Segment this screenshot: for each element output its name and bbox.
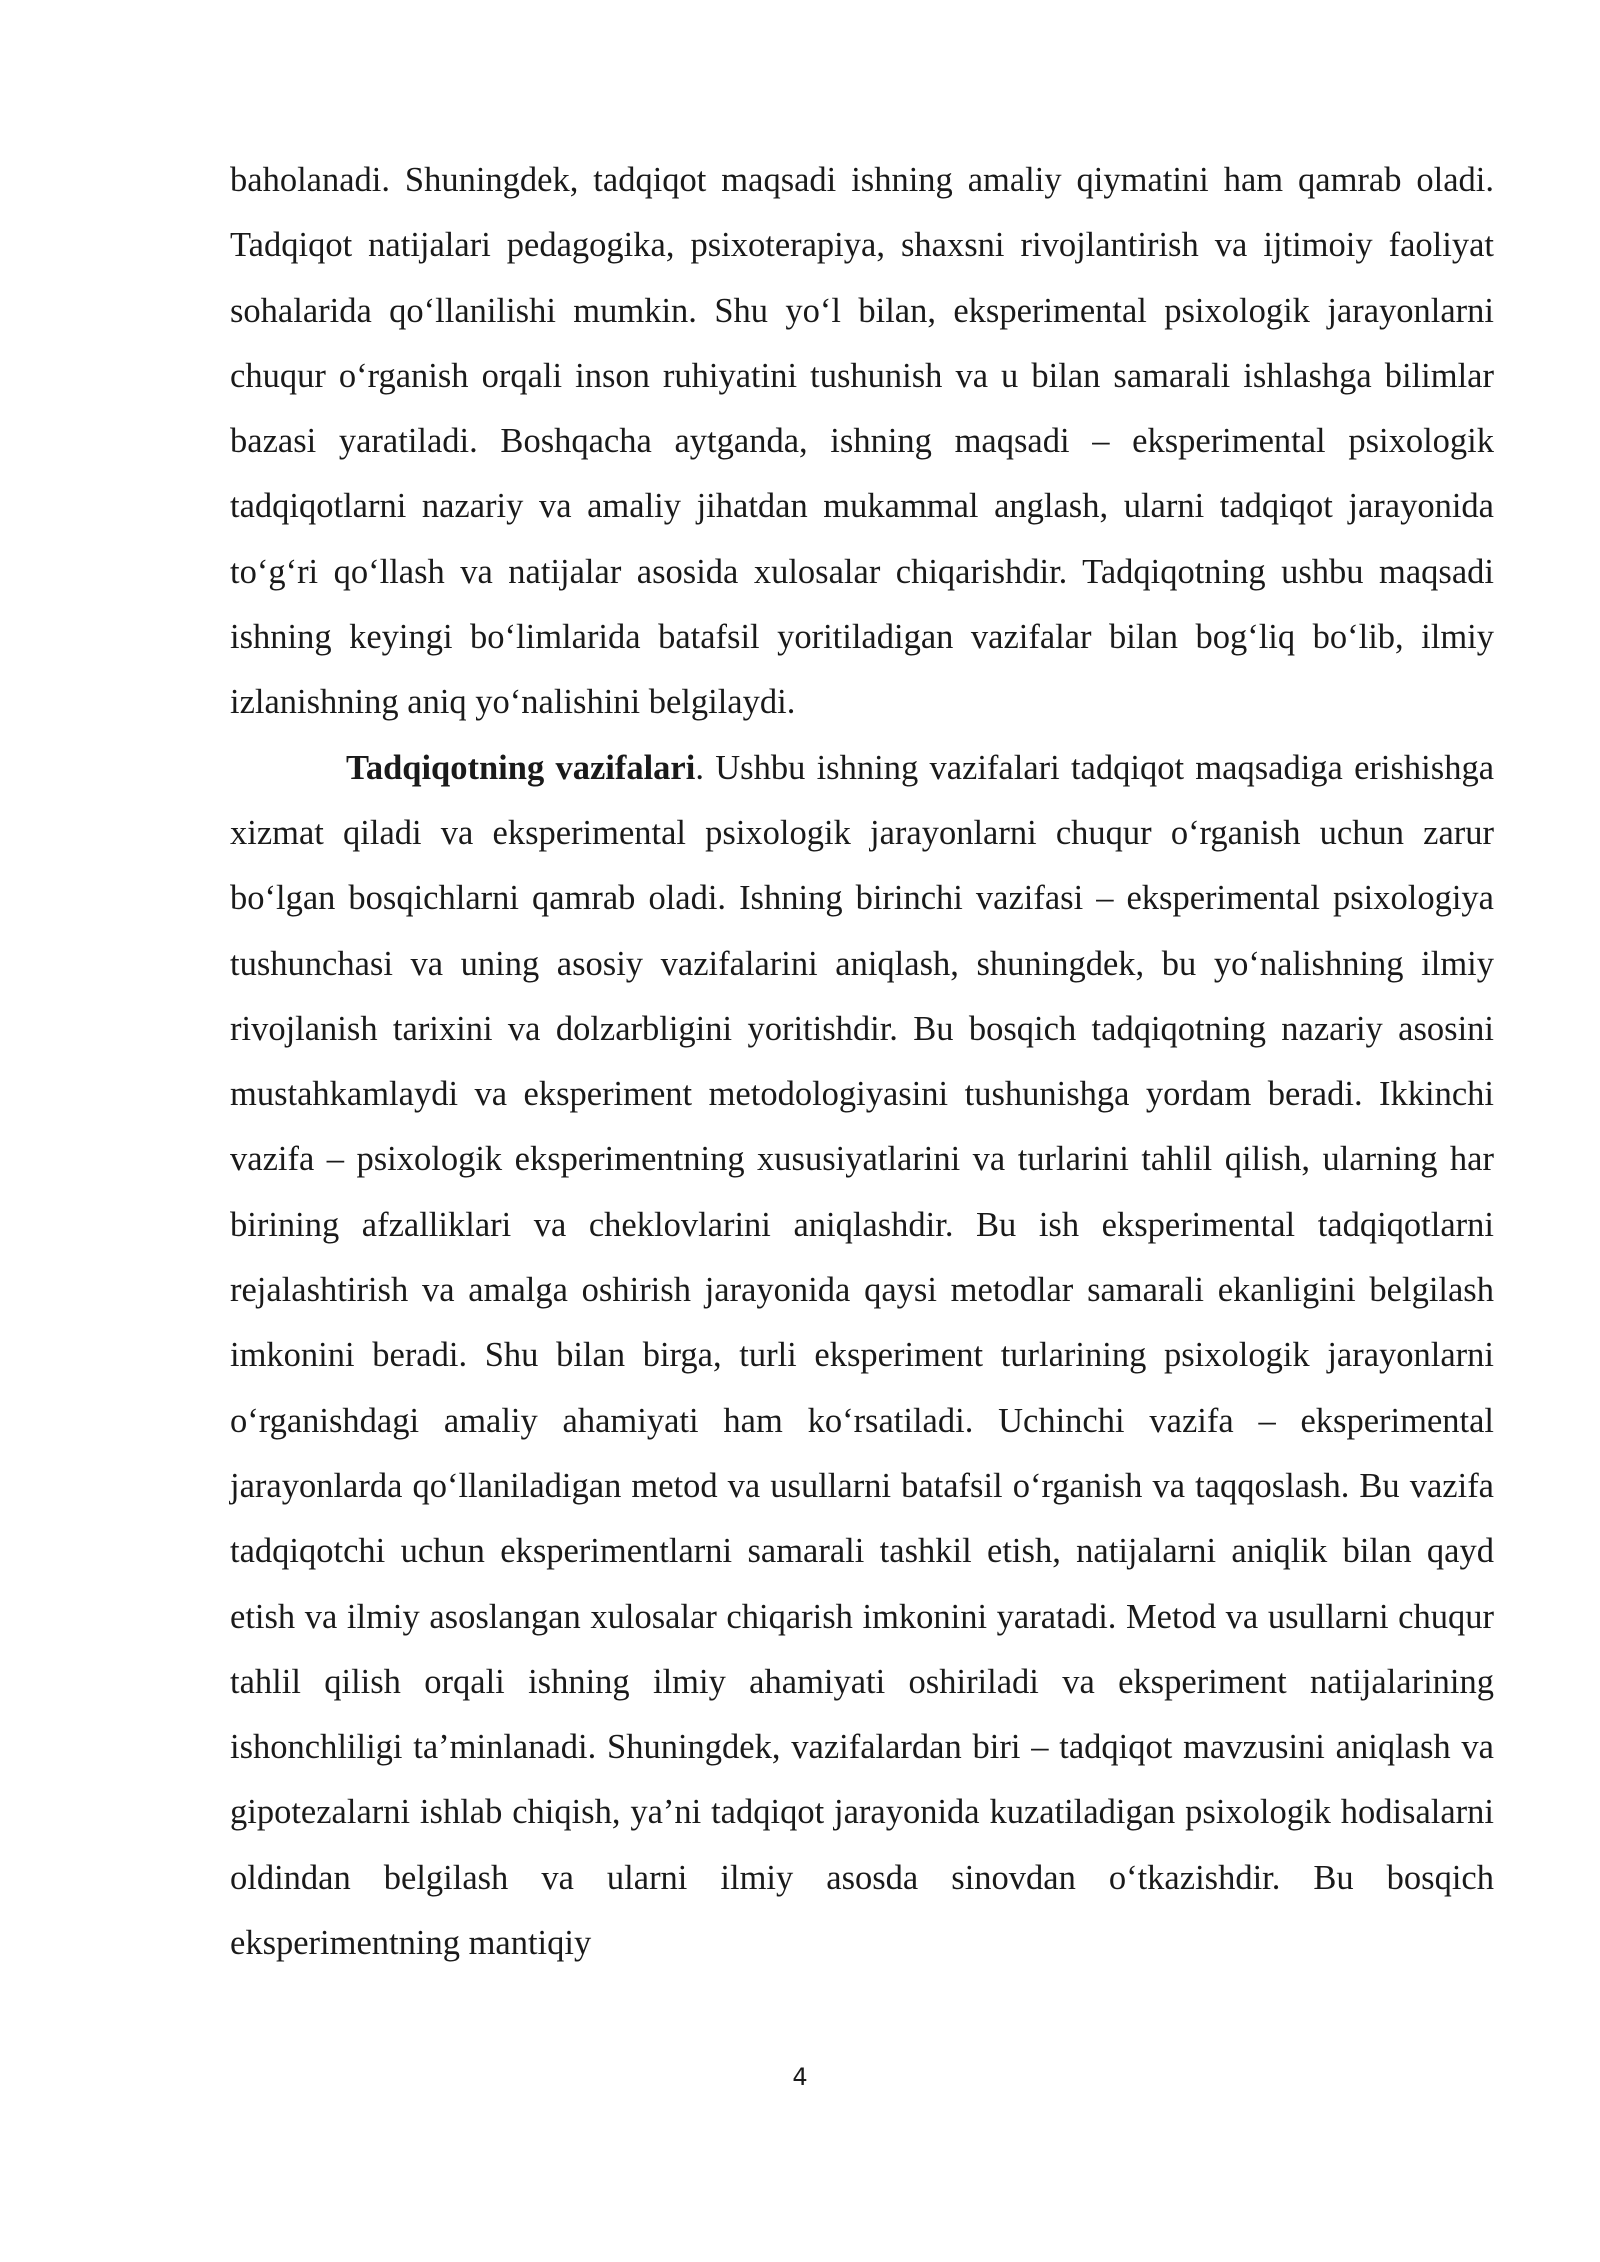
body-text — [230, 148, 1494, 1976]
page-number: 4 — [792, 2063, 808, 2091]
paragraph — [230, 736, 1494, 1977]
section-heading: Tadqiqotning vazifalari — [346, 748, 696, 787]
paragraph-text: . Ushbu ishning vazifalari tadqiqot maqsadiga erishishga xizmat qiladi va eksperimental psixologik jarayonlarni chuqur o‘rganish uchun zarur bo‘lgan bosqichlarni qamrab oladi. Ishning birinchi vazifasi – eksperimental psixologiya tushunchasi va uning asosiy vazifalarini aniqlash, shuningdek, bu yo‘nalishning ilmiy rivojlanish tarixini va dolzarbligini yoritishdir. Bu bosqich tadqiqotning nazariy asosini mustahkamlaydi va eksperiment metodologiyasini tushunishga yordam beradi. Ikkinchi vazifa – psixologik eksperimentning xususiyatlarini va turlarini tahlil qilish, ularning har birining afzalliklari va cheklovlarini aniqlashdir. Bu ish eksperimental tadqiqotlarni rejalashtirish va amalga oshirish jarayonida qaysi metodlar samarali ekanligini belgilash imkonini beradi. Shu bilan birga, turli eksperiment turlarining psixologik jarayonlarni o‘rganishdagi amaliy ahamiyati ham ko‘rsatiladi. Uchinchi vazifa – eksperimental jarayonlarda qo‘llaniladigan metod va usullarni batafsil o‘rganish va taqqoslash. Bu vazifa tadqiqotchi uchun eksperimentlarni samarali tashkil etish, natijalarni aniqlik bilan qayd etish va ilmiy asoslangan xulosalar chiqarish imkonini yaratadi. Metod va usullarni chuqur tahlil qilish orqali ishning ilmiy ahamiyati oshiriladi va eksperiment natijalarining ishonchliligi ta’minlanadi. Shuningdek, vazifalardan biri – tadqiqot mavzusini aniqlash va gipotezalarni ishlab chiqish, ya’ni tadqiqot jarayonida kuzatiladigan psixologik hodisalarni oldindan belgilash va ularni ilmiy asosda sinovdan o‘tkazishdir. Bu bosqich eksperimentning mantiqiy — [230, 748, 1495, 1963]
paragraph: baholanadi. Shuningdek, tadqiqot maqsadi ishning amaliy qiymatini ham qamrab oladi. Tadqiqot natijalari pedagogika, psixoterapiya, shaxsni rivojlantirish va ijtimoiy faoliyat sohalarida qo‘llanilishi mumkin. Shu yo‘l bilan, eksperimental psixologik jarayonlarni chuqur o‘rganish orqali inson ruhiyatini tushunish va u bilan samarali ishlashga bilimlar bazasi yaratiladi. Boshqacha aytganda, ishning maqsadi – eksperimental psixologik tadqiqotlarni nazariy va amaliy jihatdan mukammal anglash, ularni tadqiqot jarayonida to‘g‘ri qo‘llash va natijalar asosida xulosalar chiqarishdir. Tadqiqotning ushbu maqsadi ishning keyingi bo‘limlarida batafsil yoritiladigan vazifalar bilan bog‘liq bo‘lib, ilmiy izlanishning aniq yo‘nalishini belgilaydi. — [230, 161, 1494, 722]
